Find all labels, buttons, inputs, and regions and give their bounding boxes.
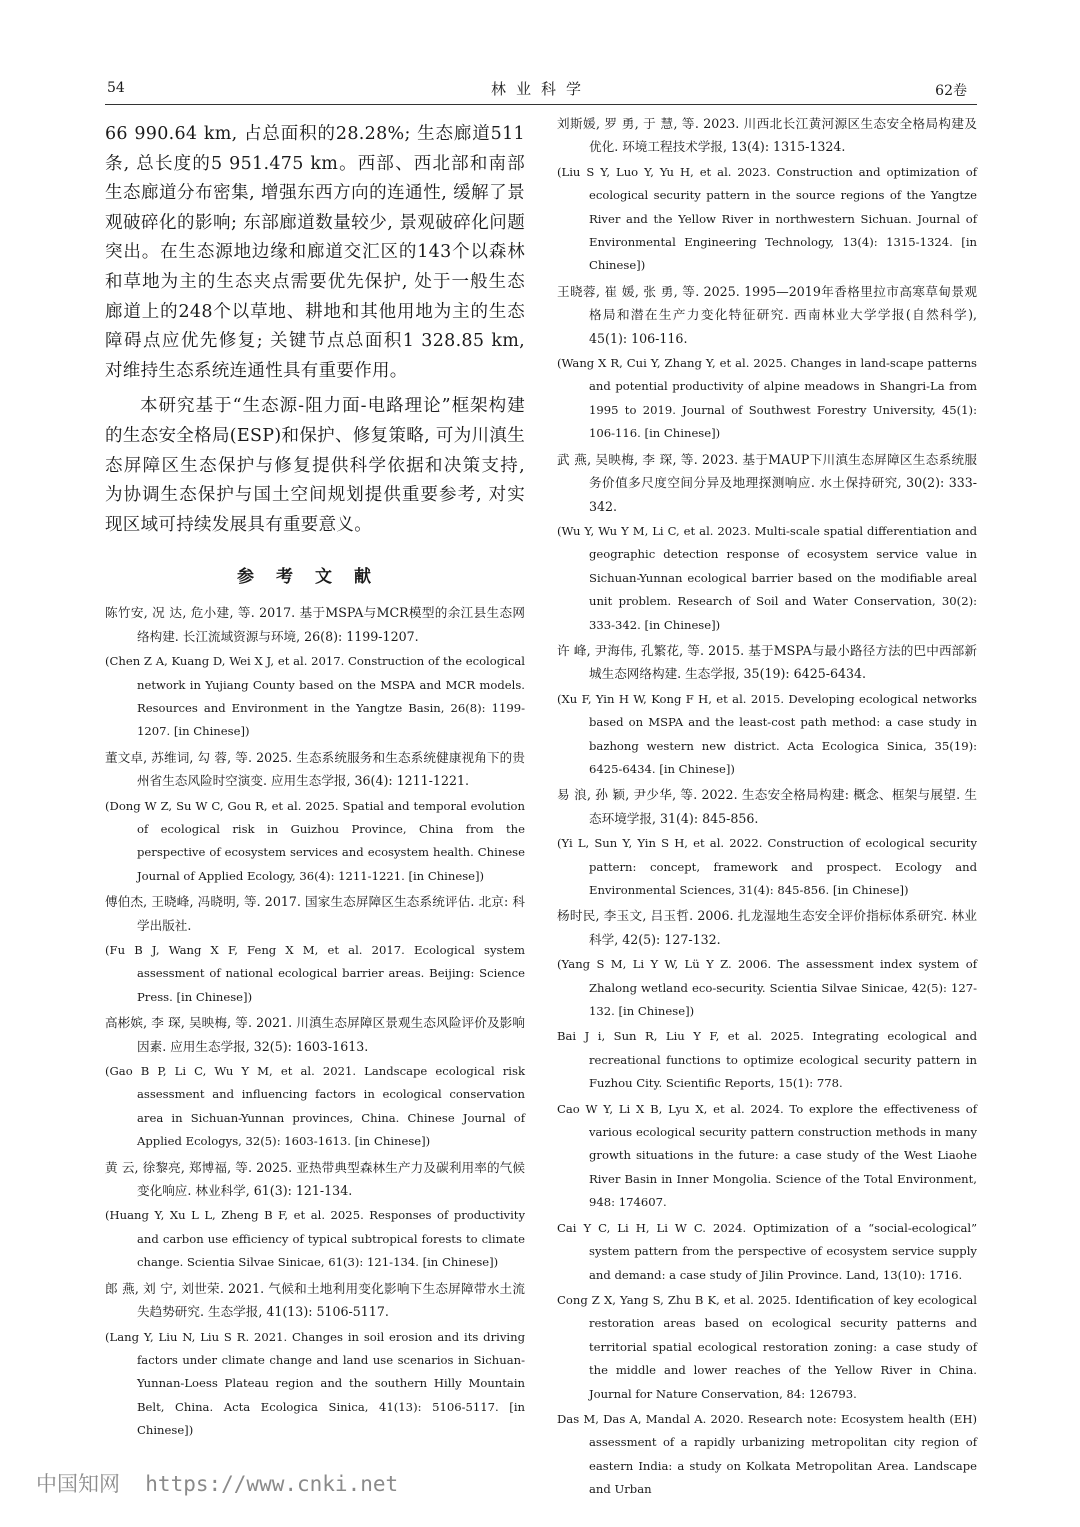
reference-entry: (Yang S M, Li Y W, Lü Y Z. 2006. The assessment index system of Zhalong wetland eco-security. Scientia Silvae Sinicae, 42(5): 127-132. [in Chinese]) [557, 957, 977, 1019]
body-paragraph-1: 66 990.64 km, 占总面积的28.28%; 生态廊道511条, 总长度的5 951.475 km。西部、西北部和南部生态廊道分布密集, 增强东西方向的连通性, 缓解了景观破碎化的影响; 东部廊道数量较少, 景观破碎化问题突出。在生态源地边缘和廊道交汇区的143个以森林和草地为主的生态夹点需要优先保护, 处于一般生态廊道上的248个以草地、耕地和其他用地为主的生态障碍点应优先修复; 关键节点总面积1 328.85 km, 对维持生态系统连通性具有重要作用。 [105, 124, 525, 381]
body-paragraph-2: 本研究基于“生态源-阻力面-电路理论”框架构建的生态安全格局(ESP)和保护、修复策略, 可为川滇生态屏障区生态保护与修复提供科学依据和决策支持, 为协调生态保护与国土空间规划提供重要参考, 对实现区域可持续发展具有重要意义。 [105, 396, 525, 535]
reference-entry: (Chen Z A, Kuang D, Wei X J, et al. 2017. Construction of the ecological network in Yujiang County based on the MSPA and MCR models. Resources and Environment in the Yangtze Basin, 26(8): 1199-1207. [in Chinese]) [105, 654, 525, 739]
reference-entry: 易 浪, 孙 颖, 尹少华, 等. 2022. 生态安全格局构建: 概念、框架与展望. 生态环境学报, 31(4): 845-856. [557, 787, 977, 826]
reference-entry: (Dong W Z, Su W C, Gou R, et al. 2025. Spatial and temporal evolution of ecological risk in Guizhou Province, China from the perspective of ecosystem services and ecosystem health. Chinese Journal of Applied Ecology, 36(4): 1211-1221. [in Chinese]) [105, 798, 525, 883]
references-list-right [557, 112, 977, 1502]
journal-title: 林业科学 [490, 80, 591, 98]
reference-entry: (Yi L, Sun Y, Yin S H, et al. 2022. Construction of ecological security pattern: concept, framework and prospect. Ecology and Environmental Sciences, 31(4): 845-856. [in Chinese]) [557, 836, 977, 897]
page-number: 54 [107, 80, 125, 96]
reference-entry: 王晓蓉, 崔 媛, 张 勇, 等. 2025. 1995—2019年香格里拉市高寒草甸景观格局和潜在生产力变化特征研究. 西南林业大学学报(自然科学), 45(1): 106-116. [557, 283, 977, 346]
reference-entry: (Xu F, Yin H W, Kong F H, et al. 2015. Developing ecological networks based on MSPA and the least-cost path method: a case study in bazhong western new district. Acta Ecologica Sinica, 35(19): 6425-6434. [in Chinese]) [557, 691, 977, 776]
reference-entry: Bai J i, Sun R, Liu Y F, et al. 2025. Integrating ecological and recreational functions to optimize ecological security pattern in Fuzhou City. Scientific Reports, 15(1): 778. [557, 1029, 977, 1091]
left-column [105, 120, 525, 1445]
right-column [557, 116, 977, 1504]
reference-entry: (Lang Y, Liu N, Liu S R. 2021. Changes in soil erosion and its driving factors under climate change and land use scenarios in Sichuan-Yunnan-Loess Plateau region and the southern Hilly Mountain Belt, China. Acta Ecologica Sinica, 41(13): 5106-5117. [in Chinese]) [105, 1329, 525, 1438]
reference-entry: (Gao B P, Li C, Wu Y M, et al. 2021. Landscape ecological risk assessment and influencing factors in ecological conservation area in Sichuan-Yunnan provinces, China. Chinese Journal of Applied Ecologys, 32(5): 1603-1613. [in Chinese]) [105, 1064, 525, 1149]
running-header [105, 78, 977, 104]
reference-entry: (Wu Y, Wu Y M, Li C, et al. 2023. Multi-scale spatial differentiation and geographic detection response of ecosystem service value in Sichuan-Yunnan ecological barrier based on the modifiable areal unit problem. Research of Soil and Water Conservation, 30(2): 333-342. [in Chinese]) [557, 523, 977, 632]
reference-entry: 刘斯媛, 罗 勇, 于 慧, 等. 2023. 川西北长江黄河源区生态安全格局构建及优化. 环境工程技术学报, 13(4): 1315-1324. [557, 116, 977, 155]
header-rule [105, 104, 977, 105]
reference-entry: Cao W Y, Li X B, Lyu X, et al. 2024. To explore the effectiveness of various ecological security pattern construction methods in many growth situations in the future: a case study of the West Liaohe River Basin in Inner Mongolia. Science of the Total Environment, 948: 174607. [557, 1101, 977, 1210]
reference-entry: 武 燕, 吴映梅, 李 琛, 等. 2023. 基于MAUP下川滇生态屏障区生态系统服务价值多尺度空间分异及地理探测响应. 水土保持研究, 30(2): 333-342. [557, 451, 977, 514]
reference-entry: 董文卓, 苏维词, 勾 蓉, 等. 2025. 生态系统服务和生态系统健康视角下的贵州省生态风险时空演变. 应用生态学报, 36(4): 1211-1221. [105, 749, 525, 789]
volume-label: 62卷 [935, 83, 967, 99]
references-list-left [105, 601, 525, 1442]
reference-entry: 陈竹安, 况 达, 危小建, 等. 2017. 基于MSPA与MCR模型的余江县生态网络构建. 长江流域资源与环境, 26(8): 1199-1207. [105, 605, 525, 644]
reference-entry: 许 峰, 尹海伟, 孔繁花, 等. 2015. 基于MSPA与最小路径方法的巴中西部新城生态网络构建. 生态学报, 35(19): 6425-6434. [557, 642, 977, 682]
reference-entry: (Fu B J, Wang X F, Feng X M, et al. 2017. Ecological system assessment of national ecological barrier areas. Beijing: Science Press. [in Chinese]) [105, 943, 525, 1004]
reference-entry: Cai Y C, Li H, Li W C. 2024. Optimization of a “social-ecological” system pattern from the perspective of ecosystem service supply and demand: a case study of Jilin Province. Land, 13(10): 1716. [557, 1220, 977, 1282]
cnki-watermark: 中国知网 https://www.cnki.net [36, 1472, 399, 1496]
reference-entry: (Liu S Y, Luo Y, Yu H, et al. 2023. Construction and optimization of ecological security pattern in the source regions of the Yangtze River and the Yellow River in northwestern Sichuan. Journal of Environmental Engineering Technology, 13(4): 1315-1324. [in Chinese]) [557, 164, 977, 273]
reference-entry: 郎 燕, 刘 宁, 刘世荣. 2021. 气候和土地利用变化影响下生态屏障带水土流失趋势研究. 生态学报, 41(13): 5106-5117. [105, 1280, 525, 1320]
reference-entry: 黄 云, 徐黎亮, 郑博福, 等. 2025. 亚热带典型森林生产力及碳利用率的气候变化响应. 林业科学, 61(3): 121-134. [105, 1159, 525, 1199]
reference-entry: (Huang Y, Xu L L, Zheng B F, et al. 2025. Responses of productivity and carbon use efficiency of typical subtropical forests to climate change. Scientia Silvae Sinicae, 61(3): 121-134. [in Chinese]) [105, 1208, 525, 1270]
reference-entry: Cong Z X, Yang S, Zhu B K, et al. 2025. Identification of key ecological restoration areas based on ecological security patterns and territorial spatial ecological restoration zoning: a case study of the middle and lower reaches of the Yellow River in China. Journal for Nature Conservation, 84: 126793. [557, 1292, 977, 1401]
reference-entry: (Wang X R, Cui Y, Zhang Y, et al. 2025. Changes in land-scape patterns and potential productivity of alpine meadows in Shangri-La from 1995 to 2019. Journal of Southwest Forestry University, 45(1): 106-116. [in Chinese]) [557, 356, 977, 441]
references-heading: 参考文献 [237, 567, 393, 588]
reference-entry: 傅伯杰, 王晓峰, 冯晓明, 等. 2017. 国家生态屏障区生态系统评估. 北京: 科学出版社. [105, 894, 525, 933]
reference-entry: 杨时民, 李玉文, 吕玉哲. 2006. 扎龙湿地生态安全评价指标体系研究. 林业科学, 42(5): 127-132. [557, 908, 977, 947]
reference-entry: Das M, Das A, Mandal A. 2020. Research note: Ecosystem health (EH) assessment of a rapidly urbanizing metropolitan city region of eastern India: a study on Kolkata Metropolitan Area. Landscape and Urban [557, 1411, 977, 1497]
reference-entry: 高彬嫔, 李 琛, 吴映梅, 等. 2021. 川滇生态屏障区景观生态风险评价及影响因素. 应用生态学报, 32(5): 1603-1613. [105, 1015, 525, 1054]
